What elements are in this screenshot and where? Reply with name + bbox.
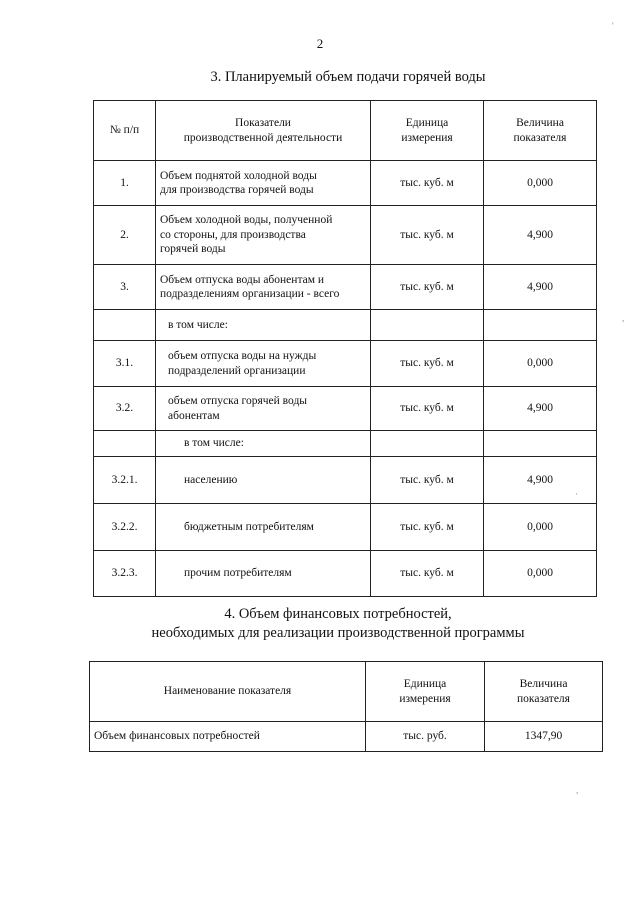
row-num	[94, 431, 156, 457]
row-unit: тыс. руб.	[366, 722, 485, 752]
table-row	[94, 341, 597, 387]
row-num: 3.2.3.	[94, 551, 156, 597]
row-indicator: в том числе:	[156, 431, 371, 457]
header-unit: Единица измерения	[366, 662, 485, 722]
row-unit: тыс. куб. м	[371, 387, 484, 431]
row-num: 2.	[94, 206, 156, 265]
page-number: 2	[316, 36, 324, 51]
row-value	[484, 431, 597, 457]
header-value: Величина показателя	[484, 101, 597, 161]
row-unit: тыс. куб. м	[371, 457, 484, 504]
row-indicator: объем отпуска горячей воды абонентам	[156, 387, 371, 431]
row-num: 3.1.	[94, 341, 156, 387]
row-name: Объем финансовых потребностей	[90, 722, 366, 752]
row-value: 1347,90	[485, 722, 603, 752]
header-indicator: Показатели производственной деятельности	[156, 101, 371, 161]
table-row	[94, 551, 597, 597]
row-indicator: в том числе:	[156, 310, 371, 341]
section3-title: 3. Планируемый объем подачи горячей воды	[210, 69, 486, 85]
row-indicator: Объем поднятой холодной воды для производства горячей воды	[156, 161, 371, 206]
table-row	[94, 310, 597, 341]
row-indicator: бюджетным потребителям	[156, 504, 371, 551]
scan-speck: ·	[575, 489, 578, 499]
header-unit: Единица измерения	[371, 101, 484, 161]
section4-title-line2: необходимых для реализации производственной программы	[151, 625, 525, 641]
table-row	[94, 387, 597, 431]
table-header-row	[94, 101, 597, 161]
row-unit: тыс. куб. м	[371, 265, 484, 310]
row-num: 3.2.	[94, 387, 156, 431]
row-value: 0,000	[484, 341, 597, 387]
header-num: № п/п	[94, 101, 156, 161]
table-row	[94, 206, 597, 265]
row-value	[484, 310, 597, 341]
table-row	[94, 431, 597, 457]
scan-speck: ,	[622, 313, 625, 323]
row-unit	[371, 431, 484, 457]
row-num: 1.	[94, 161, 156, 206]
row-value: 0,000	[484, 504, 597, 551]
section4-title	[18, 605, 640, 643]
row-num	[94, 310, 156, 341]
section4-title-line1: 4. Объем финансовых потребностей,	[224, 606, 452, 622]
table-row	[94, 265, 597, 310]
row-value: 4,900	[484, 265, 597, 310]
row-indicator: объем отпуска воды на нужды подразделений организации	[156, 341, 371, 387]
row-num: 3.2.1.	[94, 457, 156, 504]
row-value: 4,900	[484, 387, 597, 431]
table-row	[94, 504, 597, 551]
row-indicator: населению	[156, 457, 371, 504]
row-unit: тыс. куб. м	[371, 504, 484, 551]
row-indicator: прочим потребителям	[156, 551, 371, 597]
row-indicator: Объем холодной воды, полученной со стороны, для производства горячей воды	[156, 206, 371, 265]
table-row	[94, 457, 597, 504]
row-value: 4,900	[484, 206, 597, 265]
row-unit: тыс. куб. м	[371, 161, 484, 206]
financial-needs-table	[89, 661, 603, 752]
row-unit: тыс. куб. м	[371, 206, 484, 265]
water-supply-table	[93, 100, 597, 597]
row-unit	[371, 310, 484, 341]
row-value: 0,000	[484, 551, 597, 597]
row-unit: тыс. куб. м	[371, 341, 484, 387]
row-num: 3.	[94, 265, 156, 310]
scan-speck: ,	[576, 785, 579, 795]
row-num: 3.2.2.	[94, 504, 156, 551]
row-indicator: Объем отпуска воды абонентам и подразделениям организации - всего	[156, 265, 371, 310]
row-value: 4,900	[484, 457, 597, 504]
header-value: Величина показателя	[485, 662, 603, 722]
row-value: 0,000	[484, 161, 597, 206]
row-unit: тыс. куб. м	[371, 551, 484, 597]
scan-speck: '	[612, 21, 614, 31]
header-name: Наименование показателя	[90, 662, 366, 722]
table-row	[90, 722, 603, 752]
table-row	[94, 161, 597, 206]
table-header-row	[90, 662, 603, 722]
